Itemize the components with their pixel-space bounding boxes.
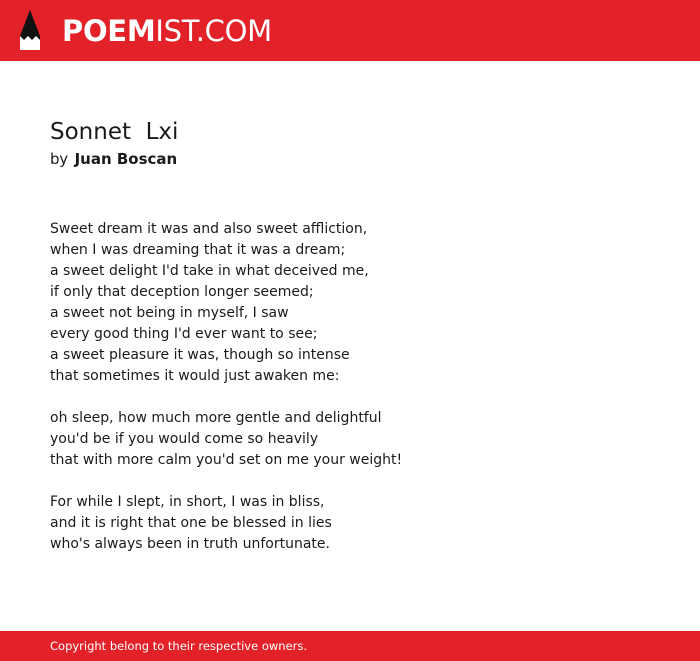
poem-line: a sweet delight I'd take in what deceived me, bbox=[50, 263, 369, 279]
poem-line: who's always been in truth unfortunate. bbox=[50, 536, 330, 552]
poem-line: oh sleep, how much more gentle and delightful bbox=[50, 410, 382, 426]
stanza bbox=[50, 408, 650, 471]
brand-light: IST.COM bbox=[155, 14, 272, 48]
poem-line: Sweet dream it was and also sweet affliction, bbox=[50, 221, 368, 237]
poem-line: you'd be if you would come so heavily bbox=[50, 431, 319, 447]
copyright-text: Copyright belong to their respective owners. bbox=[50, 639, 308, 653]
byline bbox=[50, 149, 177, 169]
poem-line: and it is right that one be blessed in lies bbox=[50, 515, 332, 531]
stanza bbox=[50, 492, 650, 555]
site-header bbox=[0, 0, 700, 61]
author-link[interactable]: Juan Boscan bbox=[74, 150, 178, 168]
poem-line: if only that deception longer seemed; bbox=[50, 284, 314, 300]
stanza bbox=[50, 219, 650, 387]
brand-bold: POEM bbox=[62, 14, 156, 48]
by-label: by bbox=[50, 150, 68, 168]
poem-line: that with more calm you'd set on me your weight! bbox=[50, 452, 403, 468]
poem-line: that sometimes it would just awaken me: bbox=[50, 368, 340, 384]
site-logo-link[interactable] bbox=[62, 13, 272, 49]
poem-line: every good thing I'd ever want to see; bbox=[50, 326, 318, 342]
poem-line: a sweet pleasure it was, though so intense bbox=[50, 347, 350, 363]
poem-line: For while I slept, in short, I was in bliss, bbox=[50, 494, 325, 510]
poem-line: a sweet not being in myself, I saw bbox=[50, 305, 289, 321]
pencil-tip-icon[interactable] bbox=[18, 9, 42, 52]
site-footer bbox=[0, 631, 700, 661]
poem-line: when I was dreaming that it was a dream; bbox=[50, 242, 346, 258]
poem-body bbox=[50, 219, 650, 576]
poem-title: Sonnet Lxi bbox=[50, 119, 179, 145]
